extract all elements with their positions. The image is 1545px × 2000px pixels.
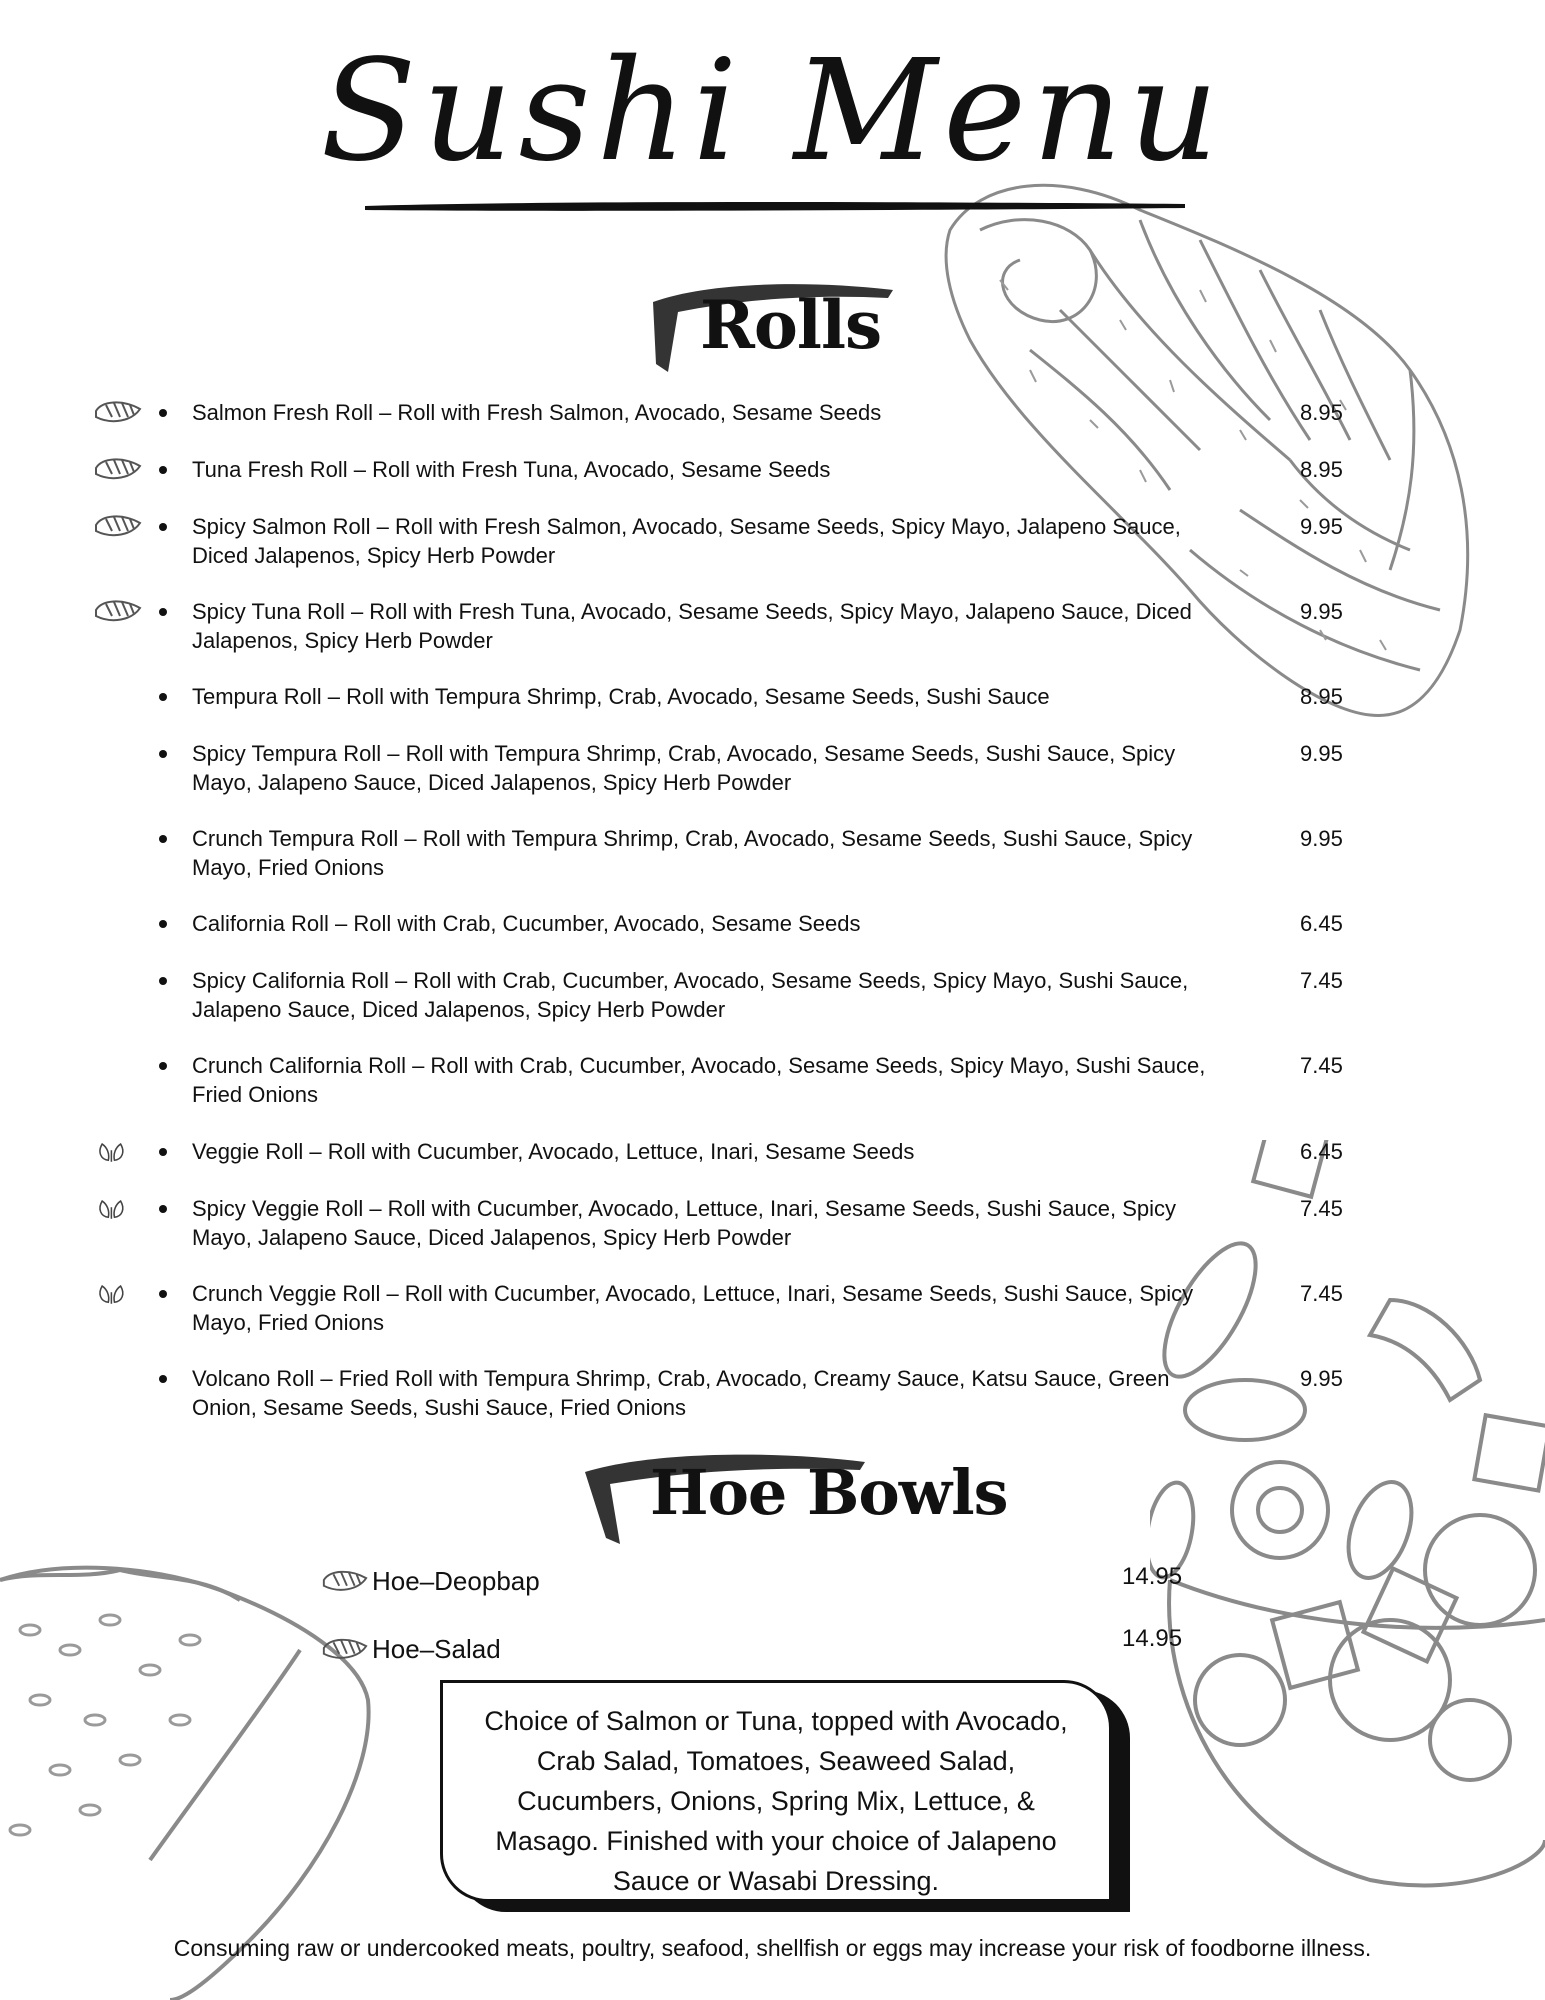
food-safety-disclaimer: Consuming raw or undercooked meats, poultry, seafood, shellfish or eggs may increase your risk of foodborne illness. (173, 1935, 1372, 1961)
roll-description: Spicy Salmon Roll – Roll with Fresh Salmon, Avocado, Sesame Seeds, Spicy Mayo, Jalapeno Sauce, Diced Jalapenos, Spicy Herb Powder (192, 514, 1181, 568)
roll-price: 7.45 (1300, 1196, 1343, 1221)
bowl-price: 14.95 (1122, 1563, 1183, 1590)
roll-description: Crunch Tempura Roll – Roll with Tempura Shrimp, Crab, Avocado, Sesame Seeds, Sushi Sauce, Spicy Mayo, Fried Onions (192, 826, 1193, 880)
roll-description: Spicy Tuna Roll – Roll with Fresh Tuna, Avocado, Sesame Seeds, Spicy Mayo, Jalapeno Sauce, Diced Jalapenos, Spicy Herb Powder (192, 599, 1192, 653)
bullet (159, 1375, 167, 1383)
bullet (159, 409, 167, 417)
roll-price: 8.95 (1300, 684, 1343, 709)
fish-icon (92, 454, 144, 484)
bullet (159, 1062, 167, 1070)
bullet (159, 693, 167, 701)
fish-icon (92, 511, 144, 541)
leaf-icon (96, 1136, 136, 1166)
roll-description: Spicy Tempura Roll – Roll with Tempura Shrimp, Crab, Avocado, Sesame Seeds, Sushi Sauce, Spicy Mayo, Jalapeno Sauce, Diced Jalapenos, Spicy Herb Powder (192, 741, 1176, 795)
roll-description: Spicy California Roll – Roll with Crab, Cucumber, Avocado, Sesame Seeds, Spicy Mayo, Sushi Sauce, Jalapeno Sauce, Diced Jalapenos, Spicy Herb Powder (192, 968, 1189, 1022)
roll-price: 6.45 (1300, 1139, 1343, 1164)
bullet (159, 750, 167, 758)
fish-icon (320, 1566, 370, 1596)
list-item (372, 1565, 540, 1597)
rolls-heading: Rolls (700, 286, 882, 364)
roll-price: 9.95 (1300, 741, 1343, 766)
bowl-description-box (440, 1680, 1130, 1912)
bullet (159, 920, 167, 928)
list-item (372, 1633, 501, 1665)
fish-icon (92, 397, 144, 427)
salad-bowl-drawing (1150, 1140, 1545, 1900)
bowl-name: Hoe–Salad (372, 1634, 501, 1664)
fish-icon (92, 596, 144, 626)
roll-description: Veggie Roll – Roll with Cucumber, Avocado, Lettuce, Inari, Sesame Seeds (192, 1139, 915, 1164)
fish-icon (320, 1634, 370, 1664)
roll-price: 7.45 (1300, 968, 1343, 993)
title-underline (365, 196, 1185, 216)
bullet (159, 608, 167, 616)
bullet (159, 466, 167, 474)
roll-price: 8.95 (1300, 400, 1343, 425)
roll-price: 9.95 (1300, 826, 1343, 851)
roll-price: 9.95 (1300, 599, 1343, 624)
roll-description: Tempura Roll – Roll with Tempura Shrimp, Crab, Avocado, Sesame Seeds, Sushi Sauce (192, 684, 1050, 709)
bowl-price: 14.95 (1122, 1625, 1183, 1652)
roll-description: Tuna Fresh Roll – Roll with Fresh Tuna, Avocado, Sesame Seeds (192, 457, 831, 482)
roll-description: Salmon Fresh Roll – Roll with Fresh Salmon, Avocado, Sesame Seeds (192, 400, 882, 425)
roll-price: 7.45 (1300, 1053, 1343, 1078)
bowl-description: Choice of Salmon or Tuna, topped with Avocado, Crab Salad, Tomatoes, Seaweed Salad, Cucumbers, Onions, Spring Mix, Lettuce, & Masago. Finished with your choice of Jalapeno Sauce or Wasabi Dressing. (440, 1680, 1112, 1902)
roll-price: 7.45 (1300, 1281, 1343, 1306)
bullet (159, 835, 167, 843)
bullet (159, 977, 167, 985)
roll-description: Crunch Veggie Roll – Roll with Cucumber, Avocado, Lettuce, Inari, Sesame Seeds, Sushi Sauce, Spicy Mayo, Fried Onions (192, 1281, 1194, 1335)
rice-bowl-drawing (0, 1560, 380, 2000)
roll-price: 8.95 (1300, 457, 1343, 482)
hoe-bowls-heading: Hoe Bowls (650, 1456, 1008, 1529)
roll-description: Crunch California Roll – Roll with Crab, Cucumber, Avocado, Sesame Seeds, Spicy Mayo, Sushi Sauce, Fried Onions (192, 1053, 1206, 1107)
roll-description: Spicy Veggie Roll – Roll with Cucumber, Avocado, Lettuce, Inari, Sesame Seeds, Sushi Sauce, Spicy Mayo, Jalapeno Sauce, Diced Jalapenos, Spicy Herb Powder (192, 1196, 1177, 1250)
bullet (159, 523, 167, 531)
roll-description: California Roll – Roll with Crab, Cucumber, Avocado, Sesame Seeds (192, 911, 861, 936)
page-title: Sushi Menu (320, 30, 1225, 193)
roll-price: 9.95 (1300, 514, 1343, 539)
roll-price: 6.45 (1300, 911, 1343, 936)
roll-price: 9.95 (1300, 1366, 1343, 1391)
bullet (159, 1290, 167, 1298)
bullet (159, 1148, 167, 1156)
bowl-name: Hoe–Deopbap (372, 1566, 540, 1596)
roll-description: Volcano Roll – Fried Roll with Tempura Shrimp, Crab, Avocado, Creamy Sauce, Katsu Sauce, Green Onion, Sesame Seeds, Sushi Sauce, Fried Onions (192, 1366, 1170, 1420)
leaf-icon (96, 1193, 136, 1223)
leaf-icon (96, 1278, 136, 1308)
bullet (159, 1205, 167, 1213)
